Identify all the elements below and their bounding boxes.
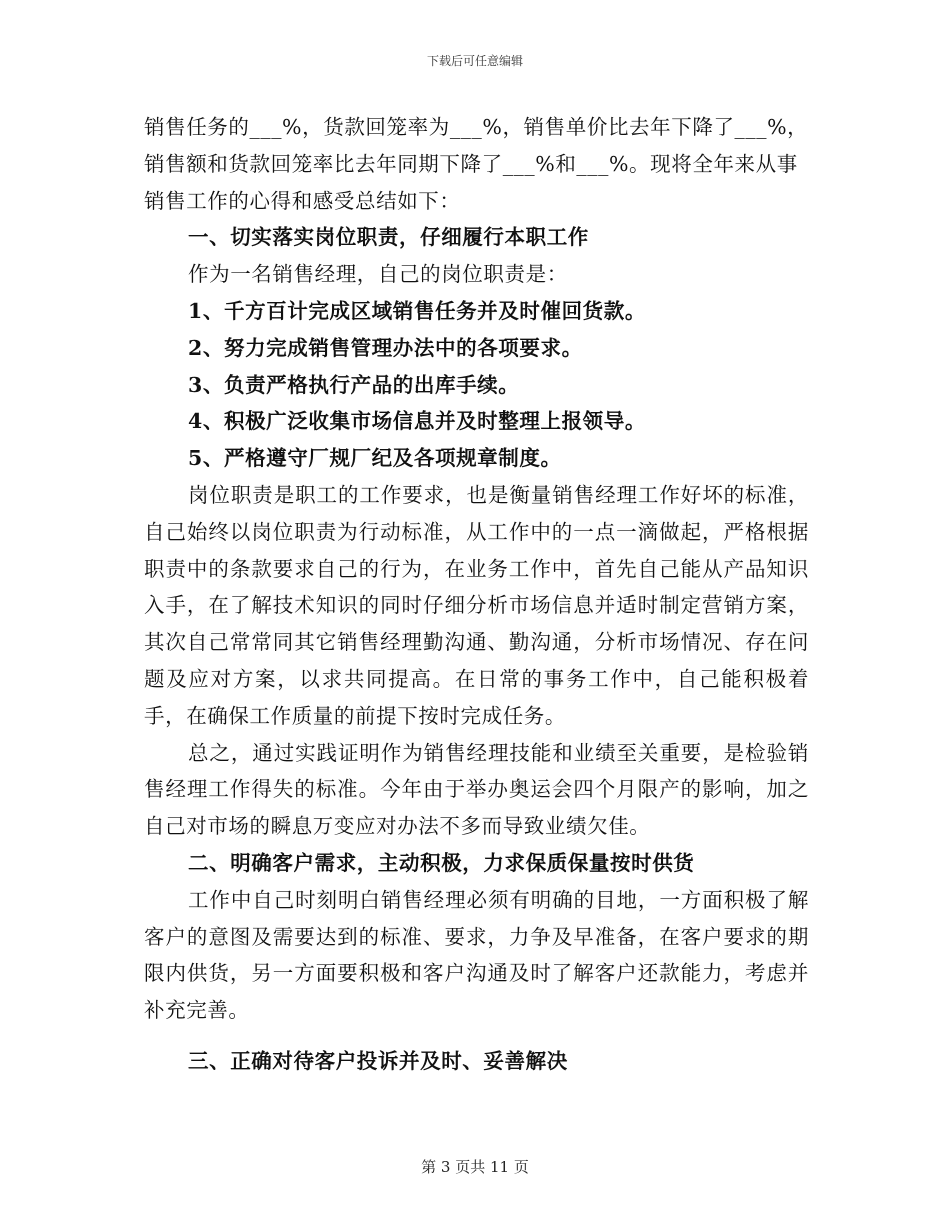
duty-item: 2、努力完成销售管理办法中的各项要求。 <box>188 335 583 360</box>
page-number: 第 3 页共 11 页 <box>421 1158 529 1176</box>
section-heading-2: 二、明确客户需求，主动积极，力求保质保量按时供货 <box>188 850 695 875</box>
intro-line: 销售任务的___%，货款回笼率为___%，销售单价比去年下降了___%， <box>144 115 809 139</box>
intro-line: 销售额和货款回笼率比去年同期下降了___%和___%。现将全年来从事 <box>144 151 798 176</box>
duty-item: 1、千方百计完成区域销售任务并及时催回货款。 <box>188 298 646 323</box>
page-header-note: 下载后可任意编辑 <box>426 54 523 68</box>
spacer <box>144 1029 809 1043</box>
paragraph-duty: 岗位职责是职工的工作要求，也是衡量销售经理工作好坏的标准，自己始终以岗位职责为行动标准，从工作中的一点一滴做起，严格根据职责中的条款要求自己的行为，在业务工作中，首先自己能从产品知识入手，在了解技术知识的同时仔细分析市场信息并适时制定营销方案，其次自己常常同其它销售经理勤沟通、勤沟通，分析市场情况、存在问题及应对方案，以求共同提高。在日常的事务工作中，自己能积极着手，在确保工作质量的前提下按时完成任务。 <box>144 482 809 728</box>
paragraph-section-2: 工作中自己时刻明白销售经理必须有明确的目地，一方面积极了解客户的意图及需要达到的标准、要求，力争及早准备，在客户要求的期限内供货，另一方面要积极和客户沟通及时了解客户还款能力，考虑并补充完善。 <box>144 887 809 1023</box>
paragraph-summary: 总之，通过实践证明作为销售经理技能和业绩至关重要，是检验销售经理工作得失的标准。今年由于举办奥运会四个月限产的影响，加之自己对市场的瞬息万变应对办法不多而导致业绩欠佳。 <box>144 740 809 839</box>
document-body <box>144 109 809 1080</box>
duty-item: 4、积极广泛收集市场信息并及时整理上报领导。 <box>188 409 646 434</box>
duty-item: 5、严格遵守厂规厂纪及各项规章制度。 <box>188 446 562 471</box>
duty-item: 3、负责严格执行产品的出库手续。 <box>188 372 520 397</box>
intro-line: 销售工作的心得和感受总结如下： <box>144 188 461 213</box>
section-heading-3: 三、正确对待客户投诉并及时、妥善解决 <box>188 1048 568 1073</box>
section-intro: 作为一名销售经理，自己的岗位职责是： <box>188 262 568 287</box>
section-heading-1: 一、切实落实岗位职责，仔细履行本职工作 <box>188 225 589 250</box>
